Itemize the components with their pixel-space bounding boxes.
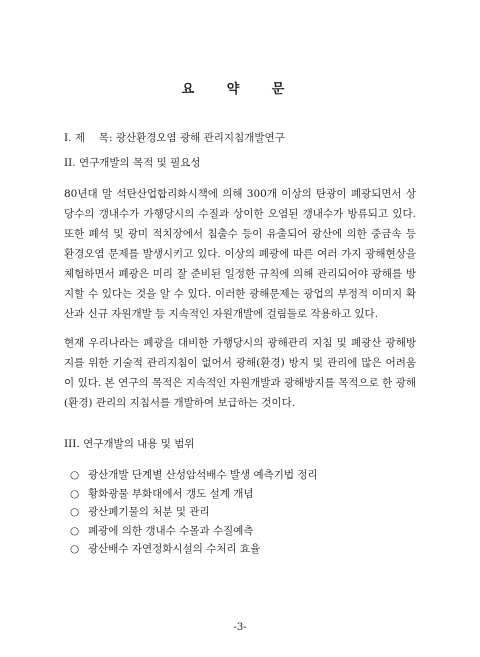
section-2-paragraph-1: 80년대 말 석탄산업합리화시책에 의해 300개 이상의 탄광이 폐광되면서 상당수의 갱내수가 가행당시의 수질과 상이한 오염된 갱내수가 방류되고 있다. 또한 폐석 및 광미 적치장에서 침출수 등이 유출되어 광산에 의한 중금속 등 환경오염 문제를 발생시키고 있다. 이상의 폐광에 따른 여러 가지 광해현상을 체험하면서 폐광은 미리 잘 준비된 일정한 규칙에 의해 관리되어야 광해를 방지할 수 있다는 것을 알 수 있다. 이러한 광해문제는 광업의 부정적 이미지 확산과 신규 자원개발 등 지속적인 자원개발에 걸림돌로 작용하고 있다. — [64, 188, 416, 320]
list-item-text: 황화광물 부화대에서 갱도 설계 개념 — [88, 487, 254, 500]
bullet-circle-icon: ○ — [70, 543, 80, 555]
section-1-title-line: I. 제 목: 광산환경오염 광해 관리지침개발연구 — [64, 132, 285, 144]
list-item — [70, 503, 318, 522]
bullet-circle-icon: ○ — [70, 506, 80, 518]
document-title: 요 약 문 — [181, 82, 299, 97]
section-2-heading: II. 연구개발의 목적 및 필요성 — [64, 157, 201, 169]
section-3-item-list — [70, 466, 318, 559]
list-item — [70, 485, 318, 504]
list-item-text: 광산개발 단계별 산성암석배수 발생 예측기법 정리 — [88, 469, 318, 481]
list-item — [70, 540, 318, 559]
list-item — [70, 522, 318, 541]
bullet-circle-icon: ○ — [70, 487, 80, 500]
list-item-text: 폐광에 의한 갱내수 수몰과 수질예측 — [88, 524, 254, 537]
page-number: -3- — [233, 622, 247, 633]
section-2-paragraph-2: 현재 우리나라는 폐광을 대비한 가행당시의 광해관리 지침 및 폐광산 광해방지를 위한 기술적 관리지침이 없어서 광해(환경) 방지 및 관리에 많은 어려움이 있다. 본 연구의 목적은 지속적인 자원개발과 광해방지를 목적으로 한 광해(환경) 관리의 지침서를 개발하여 보급하는 것이다. — [64, 337, 416, 409]
section-3-heading: III. 연구개발의 내용 및 범위 — [64, 438, 195, 450]
list-item-text: 광산배수 자연정화시설의 수처리 효율 — [88, 543, 261, 555]
bullet-circle-icon: ○ — [70, 469, 80, 481]
list-item — [70, 466, 318, 485]
bullet-circle-icon: ○ — [70, 524, 80, 537]
list-item-text: 광산폐기물의 처분 및 관리 — [88, 506, 210, 518]
